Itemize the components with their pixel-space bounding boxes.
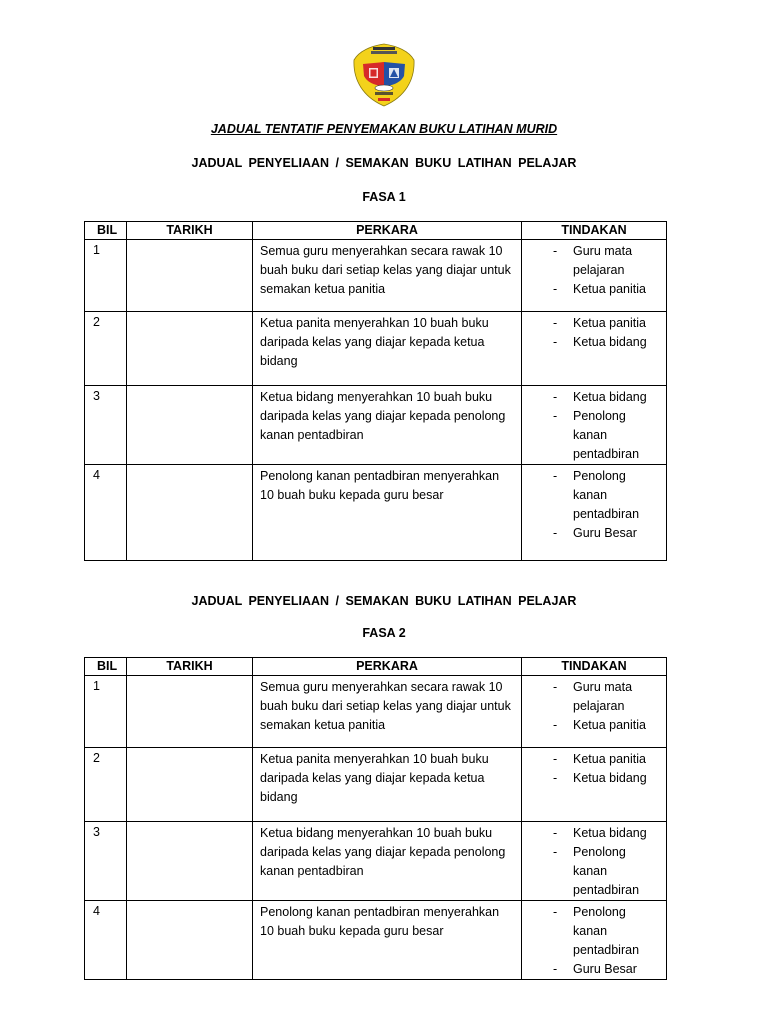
cell-bil: 1	[85, 676, 127, 748]
cell-perkara: Penolong kanan pentadbiran menyerahkan 10 buah buku kepada guru besar	[253, 901, 522, 980]
cell-tarikh	[127, 240, 253, 312]
table-row	[85, 240, 667, 312]
action-item: - Ketua bidang	[553, 390, 647, 404]
cell-tarikh	[127, 386, 253, 465]
cell-tarikh	[127, 901, 253, 980]
cell-bil: 4	[85, 465, 127, 561]
cell-tindakan	[522, 465, 667, 561]
action-item: - Penolong kanan pentadbiran	[553, 845, 640, 897]
table-row	[85, 676, 667, 748]
table-row	[85, 748, 667, 822]
action-item: - Penolong kanan pentadbiran	[553, 905, 640, 957]
action-item: - Guru Besar	[553, 962, 637, 976]
action-item: - Ketua panitia	[553, 718, 646, 732]
table-row	[85, 822, 667, 901]
cell-perkara: Ketua bidang menyerahkan 10 buah buku daripada kelas yang diajar kepada penolong kanan pentadbiran	[253, 822, 522, 901]
cell-bil: 4	[85, 901, 127, 980]
cell-bil: 2	[85, 748, 127, 822]
action-item: - Ketua panitia	[553, 752, 646, 766]
cell-perkara: Ketua bidang menyerahkan 10 buah buku daripada kelas yang diajar kepada penolong kanan pentadbiran	[253, 386, 522, 465]
action-item: - Ketua bidang	[553, 771, 647, 785]
header-tarikh: TARIKH	[127, 658, 253, 676]
header-perkara: PERKARA	[253, 658, 522, 676]
cell-perkara: Ketua panita menyerahkan 10 buah buku daripada kelas yang diajar kepada ketua bidang	[253, 312, 522, 386]
cell-bil: 3	[85, 386, 127, 465]
action-item: - Penolong kanan pentadbiran	[553, 469, 640, 521]
cell-tindakan	[522, 240, 667, 312]
cell-bil: 2	[85, 312, 127, 386]
cell-tindakan	[522, 748, 667, 822]
cell-tindakan	[522, 386, 667, 465]
cell-tarikh	[127, 465, 253, 561]
table-row	[85, 386, 667, 465]
action-item: - Penolong kanan pentadbiran	[553, 409, 640, 461]
fasa-2-table	[84, 657, 667, 980]
action-item: - Ketua bidang	[553, 335, 647, 349]
action-item: - Ketua bidang	[553, 826, 647, 840]
cell-tarikh	[127, 676, 253, 748]
section-1-phase: FASA 1	[362, 190, 406, 204]
cell-tarikh	[127, 822, 253, 901]
action-item: - Guru mata pelajaran	[553, 244, 633, 277]
action-item: - Ketua panitia	[553, 282, 646, 296]
header-tindakan: TINDAKAN	[522, 222, 667, 240]
cell-tarikh	[127, 748, 253, 822]
section-2-subtitle: JADUAL PENYELIAAN / SEMAKAN BUKU LATIHAN PELAJAR	[191, 594, 577, 608]
section-1-subtitle: JADUAL PENYELIAAN / SEMAKAN BUKU LATIHAN PELAJAR	[191, 156, 577, 170]
header-bil: BIL	[85, 222, 127, 240]
cell-perkara: Semua guru menyerahkan secara rawak 10 buah buku dari setiap kelas yang diajar untuk semakan ketua panitia	[253, 240, 522, 312]
header-tindakan: TINDAKAN	[522, 658, 667, 676]
header-tarikh: TARIKH	[127, 222, 253, 240]
header-bil: BIL	[85, 658, 127, 676]
cell-tindakan	[522, 822, 667, 901]
cell-tindakan	[522, 676, 667, 748]
table-row	[85, 312, 667, 386]
cell-tindakan	[522, 901, 667, 980]
cell-perkara: Ketua panita menyerahkan 10 buah buku daripada kelas yang diajar kepada ketua bidang	[253, 748, 522, 822]
header-perkara: PERKARA	[253, 222, 522, 240]
action-item: - Ketua panitia	[553, 316, 646, 330]
cell-tindakan	[522, 312, 667, 386]
table-row	[85, 465, 667, 561]
table-header-row	[85, 658, 667, 676]
cell-bil: 3	[85, 822, 127, 901]
action-item: - Guru mata pelajaran	[553, 680, 633, 713]
table-row	[85, 901, 667, 980]
fasa-1-table	[84, 221, 667, 561]
cell-perkara: Semua guru menyerahkan secara rawak 10 buah buku dari setiap kelas yang diajar untuk semakan ketua panitia	[253, 676, 522, 748]
cell-bil: 1	[85, 240, 127, 312]
school-crest-icon	[351, 42, 417, 108]
cell-tarikh	[127, 312, 253, 386]
table-header-row	[85, 222, 667, 240]
cell-perkara: Penolong kanan pentadbiran menyerahkan 10 buah buku kepada guru besar	[253, 465, 522, 561]
section-2-phase: FASA 2	[362, 626, 406, 640]
document-title: JADUAL TENTATIF PENYEMAKAN BUKU LATIHAN MURID	[210, 122, 558, 136]
action-item: - Guru Besar	[553, 526, 637, 540]
